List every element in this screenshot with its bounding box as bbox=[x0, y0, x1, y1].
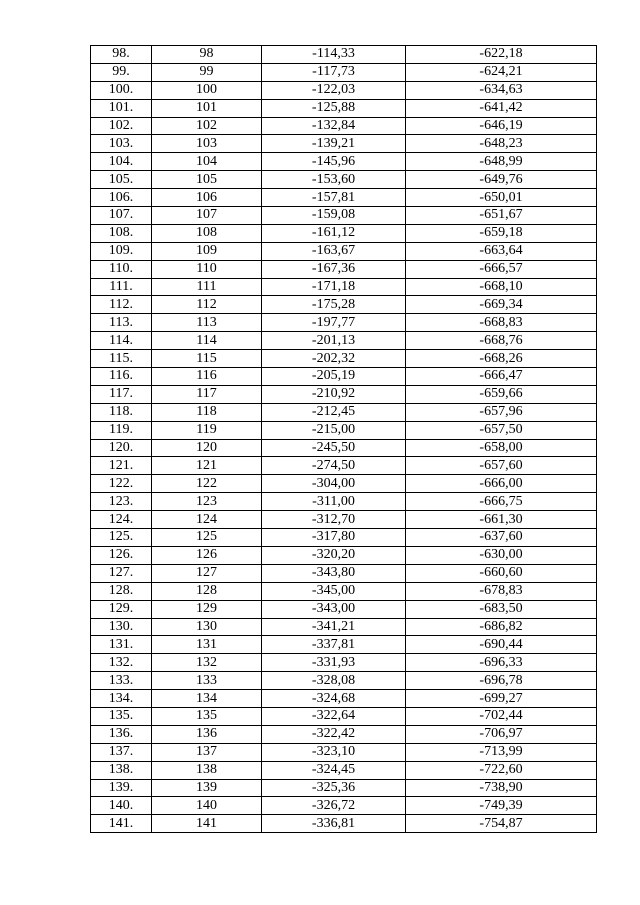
table-row bbox=[91, 564, 597, 582]
point-number-cell: 115 bbox=[152, 350, 262, 368]
row-index-cell: 123. bbox=[91, 493, 152, 511]
table-row bbox=[91, 529, 597, 547]
row-index-cell: 102. bbox=[91, 117, 152, 135]
x-coordinate-cell: -326,72 bbox=[262, 797, 406, 815]
y-coordinate-cell: -657,60 bbox=[406, 457, 597, 475]
x-coordinate-cell: -324,45 bbox=[262, 761, 406, 779]
table-row bbox=[91, 63, 597, 81]
row-index-cell: 103. bbox=[91, 135, 152, 153]
y-coordinate-cell: -659,66 bbox=[406, 385, 597, 403]
row-index-cell: 128. bbox=[91, 582, 152, 600]
x-coordinate-cell: -132,84 bbox=[262, 117, 406, 135]
y-coordinate-cell: -651,67 bbox=[406, 207, 597, 225]
table-row bbox=[91, 189, 597, 207]
y-coordinate-cell: -669,34 bbox=[406, 296, 597, 314]
point-number-cell: 105 bbox=[152, 171, 262, 189]
point-number-cell: 133 bbox=[152, 672, 262, 690]
row-index-cell: 127. bbox=[91, 564, 152, 582]
y-coordinate-cell: -666,00 bbox=[406, 475, 597, 493]
point-number-cell: 116 bbox=[152, 368, 262, 386]
point-number-cell: 123 bbox=[152, 493, 262, 511]
y-coordinate-cell: -738,90 bbox=[406, 779, 597, 797]
point-number-cell: 120 bbox=[152, 439, 262, 457]
y-coordinate-cell: -668,26 bbox=[406, 350, 597, 368]
y-coordinate-cell: -622,18 bbox=[406, 46, 597, 64]
table-row bbox=[91, 511, 597, 529]
y-coordinate-cell: -659,18 bbox=[406, 224, 597, 242]
y-coordinate-cell: -637,60 bbox=[406, 529, 597, 547]
y-coordinate-cell: -666,75 bbox=[406, 493, 597, 511]
y-coordinate-cell: -678,83 bbox=[406, 582, 597, 600]
row-index-cell: 119. bbox=[91, 421, 152, 439]
y-coordinate-cell: -713,99 bbox=[406, 743, 597, 761]
row-index-cell: 138. bbox=[91, 761, 152, 779]
x-coordinate-cell: -317,80 bbox=[262, 529, 406, 547]
table-row bbox=[91, 368, 597, 386]
row-index-cell: 105. bbox=[91, 171, 152, 189]
point-number-cell: 103 bbox=[152, 135, 262, 153]
y-coordinate-cell: -649,76 bbox=[406, 171, 597, 189]
point-number-cell: 139 bbox=[152, 779, 262, 797]
point-number-cell: 109 bbox=[152, 242, 262, 260]
table-row bbox=[91, 350, 597, 368]
table-row bbox=[91, 332, 597, 350]
x-coordinate-cell: -322,42 bbox=[262, 725, 406, 743]
row-index-cell: 120. bbox=[91, 439, 152, 457]
row-index-cell: 124. bbox=[91, 511, 152, 529]
table-row bbox=[91, 600, 597, 618]
row-index-cell: 106. bbox=[91, 189, 152, 207]
x-coordinate-cell: -336,81 bbox=[262, 815, 406, 833]
table-row bbox=[91, 743, 597, 761]
x-coordinate-cell: -215,00 bbox=[262, 421, 406, 439]
x-coordinate-cell: -175,28 bbox=[262, 296, 406, 314]
row-index-cell: 135. bbox=[91, 707, 152, 725]
table-row bbox=[91, 153, 597, 171]
point-number-cell: 132 bbox=[152, 654, 262, 672]
table-row bbox=[91, 99, 597, 117]
point-number-cell: 126 bbox=[152, 546, 262, 564]
row-index-cell: 132. bbox=[91, 654, 152, 672]
table-row bbox=[91, 672, 597, 690]
x-coordinate-cell: -343,00 bbox=[262, 600, 406, 618]
y-coordinate-cell: -754,87 bbox=[406, 815, 597, 833]
table-row bbox=[91, 725, 597, 743]
table-row bbox=[91, 618, 597, 636]
x-coordinate-cell: -159,08 bbox=[262, 207, 406, 225]
point-number-cell: 141 bbox=[152, 815, 262, 833]
x-coordinate-cell: -171,18 bbox=[262, 278, 406, 296]
point-number-cell: 100 bbox=[152, 81, 262, 99]
x-coordinate-cell: -312,70 bbox=[262, 511, 406, 529]
row-index-cell: 108. bbox=[91, 224, 152, 242]
table-row bbox=[91, 278, 597, 296]
point-number-cell: 135 bbox=[152, 707, 262, 725]
x-coordinate-cell: -205,19 bbox=[262, 368, 406, 386]
y-coordinate-cell: -683,50 bbox=[406, 600, 597, 618]
x-coordinate-cell: -274,50 bbox=[262, 457, 406, 475]
x-coordinate-cell: -201,13 bbox=[262, 332, 406, 350]
point-number-cell: 129 bbox=[152, 600, 262, 618]
x-coordinate-cell: -117,73 bbox=[262, 63, 406, 81]
point-number-cell: 110 bbox=[152, 260, 262, 278]
table-row bbox=[91, 224, 597, 242]
row-index-cell: 114. bbox=[91, 332, 152, 350]
point-number-cell: 119 bbox=[152, 421, 262, 439]
row-index-cell: 117. bbox=[91, 385, 152, 403]
x-coordinate-cell: -114,33 bbox=[262, 46, 406, 64]
y-coordinate-cell: -648,99 bbox=[406, 153, 597, 171]
point-number-cell: 111 bbox=[152, 278, 262, 296]
x-coordinate-cell: -161,12 bbox=[262, 224, 406, 242]
x-coordinate-cell: -153,60 bbox=[262, 171, 406, 189]
table-row bbox=[91, 242, 597, 260]
table-row bbox=[91, 385, 597, 403]
table-row bbox=[91, 761, 597, 779]
y-coordinate-cell: -668,10 bbox=[406, 278, 597, 296]
x-coordinate-cell: -331,93 bbox=[262, 654, 406, 672]
row-index-cell: 110. bbox=[91, 260, 152, 278]
x-coordinate-cell: -125,88 bbox=[262, 99, 406, 117]
y-coordinate-cell: -696,78 bbox=[406, 672, 597, 690]
row-index-cell: 131. bbox=[91, 636, 152, 654]
point-number-cell: 124 bbox=[152, 511, 262, 529]
table-row bbox=[91, 421, 597, 439]
point-number-cell: 102 bbox=[152, 117, 262, 135]
table-row bbox=[91, 654, 597, 672]
row-index-cell: 99. bbox=[91, 63, 152, 81]
x-coordinate-cell: -145,96 bbox=[262, 153, 406, 171]
table-row bbox=[91, 457, 597, 475]
table-row bbox=[91, 439, 597, 457]
point-number-cell: 106 bbox=[152, 189, 262, 207]
row-index-cell: 112. bbox=[91, 296, 152, 314]
row-index-cell: 101. bbox=[91, 99, 152, 117]
x-coordinate-cell: -197,77 bbox=[262, 314, 406, 332]
table-row bbox=[91, 260, 597, 278]
table-row bbox=[91, 207, 597, 225]
point-number-cell: 113 bbox=[152, 314, 262, 332]
point-number-cell: 137 bbox=[152, 743, 262, 761]
point-number-cell: 121 bbox=[152, 457, 262, 475]
row-index-cell: 129. bbox=[91, 600, 152, 618]
row-index-cell: 122. bbox=[91, 475, 152, 493]
table-row bbox=[91, 779, 597, 797]
point-number-cell: 125 bbox=[152, 529, 262, 547]
x-coordinate-cell: -210,92 bbox=[262, 385, 406, 403]
y-coordinate-cell: -658,00 bbox=[406, 439, 597, 457]
y-coordinate-cell: -666,57 bbox=[406, 260, 597, 278]
table-row bbox=[91, 493, 597, 511]
table-row bbox=[91, 117, 597, 135]
y-coordinate-cell: -706,97 bbox=[406, 725, 597, 743]
table-row bbox=[91, 582, 597, 600]
x-coordinate-cell: -325,36 bbox=[262, 779, 406, 797]
point-number-cell: 104 bbox=[152, 153, 262, 171]
y-coordinate-cell: -702,44 bbox=[406, 707, 597, 725]
row-index-cell: 141. bbox=[91, 815, 152, 833]
row-index-cell: 136. bbox=[91, 725, 152, 743]
y-coordinate-cell: -657,50 bbox=[406, 421, 597, 439]
row-index-cell: 107. bbox=[91, 207, 152, 225]
point-number-cell: 122 bbox=[152, 475, 262, 493]
table-row bbox=[91, 546, 597, 564]
point-number-cell: 128 bbox=[152, 582, 262, 600]
row-index-cell: 133. bbox=[91, 672, 152, 690]
point-number-cell: 114 bbox=[152, 332, 262, 350]
point-number-cell: 131 bbox=[152, 636, 262, 654]
x-coordinate-cell: -122,03 bbox=[262, 81, 406, 99]
row-index-cell: 116. bbox=[91, 368, 152, 386]
point-number-cell: 117 bbox=[152, 385, 262, 403]
row-index-cell: 140. bbox=[91, 797, 152, 815]
point-number-cell: 136 bbox=[152, 725, 262, 743]
point-number-cell: 98 bbox=[152, 46, 262, 64]
y-coordinate-cell: -646,19 bbox=[406, 117, 597, 135]
point-number-cell: 140 bbox=[152, 797, 262, 815]
row-index-cell: 111. bbox=[91, 278, 152, 296]
point-number-cell: 130 bbox=[152, 618, 262, 636]
y-coordinate-cell: -690,44 bbox=[406, 636, 597, 654]
x-coordinate-cell: -337,81 bbox=[262, 636, 406, 654]
row-index-cell: 137. bbox=[91, 743, 152, 761]
y-coordinate-cell: -696,33 bbox=[406, 654, 597, 672]
x-coordinate-cell: -163,67 bbox=[262, 242, 406, 260]
row-index-cell: 126. bbox=[91, 546, 152, 564]
table-row bbox=[91, 815, 597, 833]
coordinates-table bbox=[90, 45, 597, 833]
y-coordinate-cell: -624,21 bbox=[406, 63, 597, 81]
row-index-cell: 125. bbox=[91, 529, 152, 547]
row-index-cell: 130. bbox=[91, 618, 152, 636]
y-coordinate-cell: -630,00 bbox=[406, 546, 597, 564]
x-coordinate-cell: -322,64 bbox=[262, 707, 406, 725]
y-coordinate-cell: -663,64 bbox=[406, 242, 597, 260]
y-coordinate-cell: -641,42 bbox=[406, 99, 597, 117]
y-coordinate-cell: -749,39 bbox=[406, 797, 597, 815]
y-coordinate-cell: -686,82 bbox=[406, 618, 597, 636]
y-coordinate-cell: -650,01 bbox=[406, 189, 597, 207]
y-coordinate-cell: -657,96 bbox=[406, 403, 597, 421]
table-row bbox=[91, 403, 597, 421]
row-index-cell: 115. bbox=[91, 350, 152, 368]
x-coordinate-cell: -167,36 bbox=[262, 260, 406, 278]
y-coordinate-cell: -648,23 bbox=[406, 135, 597, 153]
row-index-cell: 98. bbox=[91, 46, 152, 64]
table-row bbox=[91, 314, 597, 332]
row-index-cell: 121. bbox=[91, 457, 152, 475]
point-number-cell: 138 bbox=[152, 761, 262, 779]
y-coordinate-cell: -660,60 bbox=[406, 564, 597, 582]
y-coordinate-cell: -634,63 bbox=[406, 81, 597, 99]
row-index-cell: 104. bbox=[91, 153, 152, 171]
row-index-cell: 100. bbox=[91, 81, 152, 99]
point-number-cell: 134 bbox=[152, 690, 262, 708]
y-coordinate-cell: -661,30 bbox=[406, 511, 597, 529]
table-row bbox=[91, 636, 597, 654]
table-row bbox=[91, 690, 597, 708]
row-index-cell: 109. bbox=[91, 242, 152, 260]
point-number-cell: 112 bbox=[152, 296, 262, 314]
row-index-cell: 113. bbox=[91, 314, 152, 332]
x-coordinate-cell: -324,68 bbox=[262, 690, 406, 708]
x-coordinate-cell: -341,21 bbox=[262, 618, 406, 636]
x-coordinate-cell: -323,10 bbox=[262, 743, 406, 761]
x-coordinate-cell: -343,80 bbox=[262, 564, 406, 582]
x-coordinate-cell: -212,45 bbox=[262, 403, 406, 421]
row-index-cell: 134. bbox=[91, 690, 152, 708]
point-number-cell: 107 bbox=[152, 207, 262, 225]
point-number-cell: 99 bbox=[152, 63, 262, 81]
x-coordinate-cell: -304,00 bbox=[262, 475, 406, 493]
table-row bbox=[91, 81, 597, 99]
table-row bbox=[91, 296, 597, 314]
x-coordinate-cell: -157,81 bbox=[262, 189, 406, 207]
x-coordinate-cell: -245,50 bbox=[262, 439, 406, 457]
x-coordinate-cell: -311,00 bbox=[262, 493, 406, 511]
x-coordinate-cell: -320,20 bbox=[262, 546, 406, 564]
point-number-cell: 108 bbox=[152, 224, 262, 242]
coordinates-table-body bbox=[91, 46, 597, 833]
point-number-cell: 101 bbox=[152, 99, 262, 117]
y-coordinate-cell: -668,83 bbox=[406, 314, 597, 332]
y-coordinate-cell: -668,76 bbox=[406, 332, 597, 350]
y-coordinate-cell: -666,47 bbox=[406, 368, 597, 386]
table-row bbox=[91, 707, 597, 725]
point-number-cell: 118 bbox=[152, 403, 262, 421]
row-index-cell: 139. bbox=[91, 779, 152, 797]
y-coordinate-cell: -699,27 bbox=[406, 690, 597, 708]
x-coordinate-cell: -345,00 bbox=[262, 582, 406, 600]
row-index-cell: 118. bbox=[91, 403, 152, 421]
x-coordinate-cell: -139,21 bbox=[262, 135, 406, 153]
point-number-cell: 127 bbox=[152, 564, 262, 582]
x-coordinate-cell: -328,08 bbox=[262, 672, 406, 690]
table-row bbox=[91, 475, 597, 493]
table-row bbox=[91, 171, 597, 189]
x-coordinate-cell: -202,32 bbox=[262, 350, 406, 368]
table-row bbox=[91, 135, 597, 153]
y-coordinate-cell: -722,60 bbox=[406, 761, 597, 779]
table-row bbox=[91, 797, 597, 815]
table-row bbox=[91, 46, 597, 64]
